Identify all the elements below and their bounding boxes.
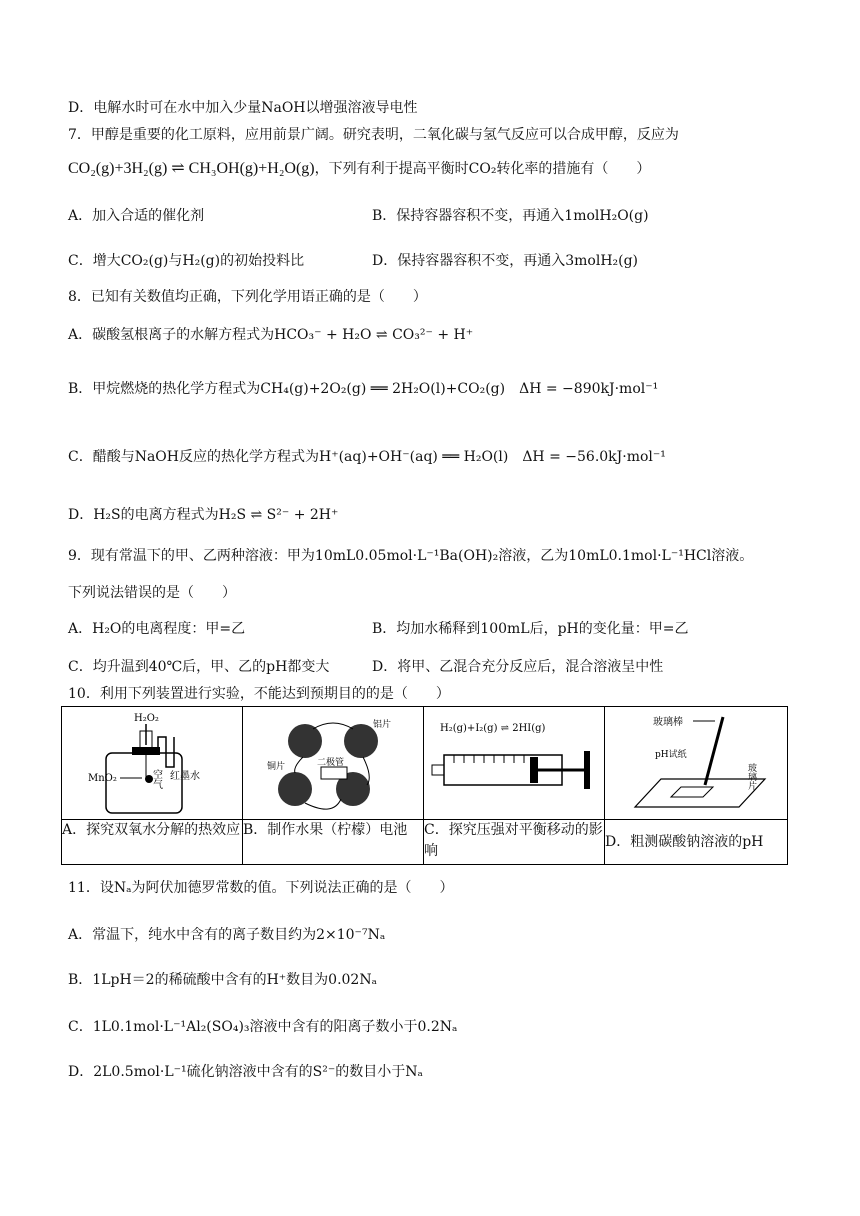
q8-stem: 8．已知有关数值均正确，下列化学用语正确的是（ ） xyxy=(68,289,427,305)
label-h2o2: H₂O₂ xyxy=(134,713,159,724)
figure-a-apparatus xyxy=(62,707,242,819)
q10-stem: 10．利用下列装置进行实验，不能达到预期目的的是（ ） xyxy=(68,686,450,702)
q7-stem-line2 xyxy=(68,158,650,180)
figure-a-cell xyxy=(62,707,243,820)
q11-stem: 11．设Nₐ为阿伏加德罗常数的值。下列说法正确的是（ ） xyxy=(68,880,454,896)
figure-c-cell xyxy=(424,707,605,820)
q9-option-b: B．均加水稀释到100mL后，pH的变化量：甲=乙 xyxy=(372,621,689,637)
label-reaction: H₂(g)+I₂(g) ⇌ 2HI(g) xyxy=(440,723,546,734)
q8-option-b: B．甲烷燃烧的热化学方程式为CH₄(g)+2O₂(g) ══ 2H₂O(l)+CO₂(g) ΔH = −890kJ·mol⁻¹ xyxy=(68,381,659,397)
figure-c-syringe xyxy=(424,707,604,819)
label-glass-slide: 玻璃片 xyxy=(746,763,756,790)
option-d-caption: D．粗测碳酸钠溶液的pH xyxy=(605,820,788,865)
label-aluminum: 铝片 xyxy=(373,720,392,730)
option-c-caption: C．探究压强对平衡移动的影响 xyxy=(424,820,605,865)
q11-option-b: B．1LpH＝2的稀硫酸中含有的H⁺数目为0.02Nₐ xyxy=(68,972,377,988)
label-diode: 二极管 xyxy=(317,758,345,768)
label-glass-rod: 玻璃棒 xyxy=(653,717,683,728)
q11-option-d: D．2L0.5mol·L⁻¹硫化钠溶液中含有的S²⁻的数目小于Nₐ xyxy=(68,1064,423,1080)
experiment-table xyxy=(61,706,788,865)
label-copper: 铜片 xyxy=(267,762,286,772)
q7-stem: 7．甲醇是重要的化工原料，应用前景广阔。研究表明，二氧化碳与氢气反应可以合成甲醇，反应为 xyxy=(68,127,679,143)
q11-option-a: A．常温下，纯水中含有的离子数目约为2×10⁻⁷Nₐ xyxy=(68,927,386,943)
q7-option-b: B．保持容器容积不变，再通入1molH₂O(g) xyxy=(372,208,649,224)
q7-option-c: C．增大CO₂(g)与H₂(g)的初始投料比 xyxy=(68,253,305,269)
q9-stem-line2: 下列说法错误的是（ ） xyxy=(68,585,236,601)
q9-option-c: C．均升温到40℃后，甲、乙的pH都变大 xyxy=(68,659,330,675)
figure-d-ph-test xyxy=(605,707,787,819)
q6-option-d: D．电解水时可在水中加入少量NaOH以增强溶液导电性 xyxy=(68,100,418,116)
label-mno2: MnO₂ xyxy=(88,773,117,784)
q9-option-d: D．将甲、乙混合充分反应后，混合溶液呈中性 xyxy=(372,659,664,675)
q11-option-c: C．1L0.1mol·L⁻¹Al₂(SO₄)₃溶液中含有的阳离子数小于0.2Nₐ xyxy=(68,1019,458,1035)
q7-stem-tail: ，下列有利于提高平衡时CO₂转化率的措施有（ ） xyxy=(314,161,651,177)
label-ink: 红墨水 xyxy=(170,771,200,782)
figure-d-cell xyxy=(605,707,788,820)
q9-stem: 9．现有常温下的甲、乙两种溶液：甲为10mL0.05mol·L⁻¹Ba(OH)₂溶液，乙为10mL0.1mol·L⁻¹HCl溶液。 xyxy=(68,548,754,564)
figure-b-cell xyxy=(243,707,424,820)
label-air: 空气 xyxy=(150,769,162,789)
q9-option-a: A．H₂O的电离程度：甲=乙 xyxy=(68,621,246,637)
label-ph-paper: pH试纸 xyxy=(655,750,687,760)
q7-equation: CO₂(g)+3H₂(g) ⇌ CH₃OH(g)+H₂O(g) xyxy=(68,160,315,177)
option-b-caption: B．制作水果（柠檬）电池 xyxy=(243,820,424,865)
figure-b-fruit-battery xyxy=(243,707,423,819)
q8-option-a: A．碳酸氢根离子的水解方程式为HCO₃⁻ + H₂O ⇌ CO₃²⁻ + H⁺ xyxy=(68,327,474,343)
q8-option-c: C．醋酸与NaOH反应的热化学方程式为H⁺(aq)+OH⁻(aq) ══ H₂O(l) ΔH = −56.0kJ·mol⁻¹ xyxy=(68,449,666,465)
q7-option-a: A．加入合适的催化剂 xyxy=(68,208,205,224)
q8-option-d: D．H₂S的电离方程式为H₂S ⇌ S²⁻ + 2H⁺ xyxy=(68,507,339,523)
q7-option-d: D．保持容器容积不变，再通入3molH₂(g) xyxy=(372,253,639,269)
option-a-caption: A．探究双氧水分解的热效应 xyxy=(62,820,243,865)
